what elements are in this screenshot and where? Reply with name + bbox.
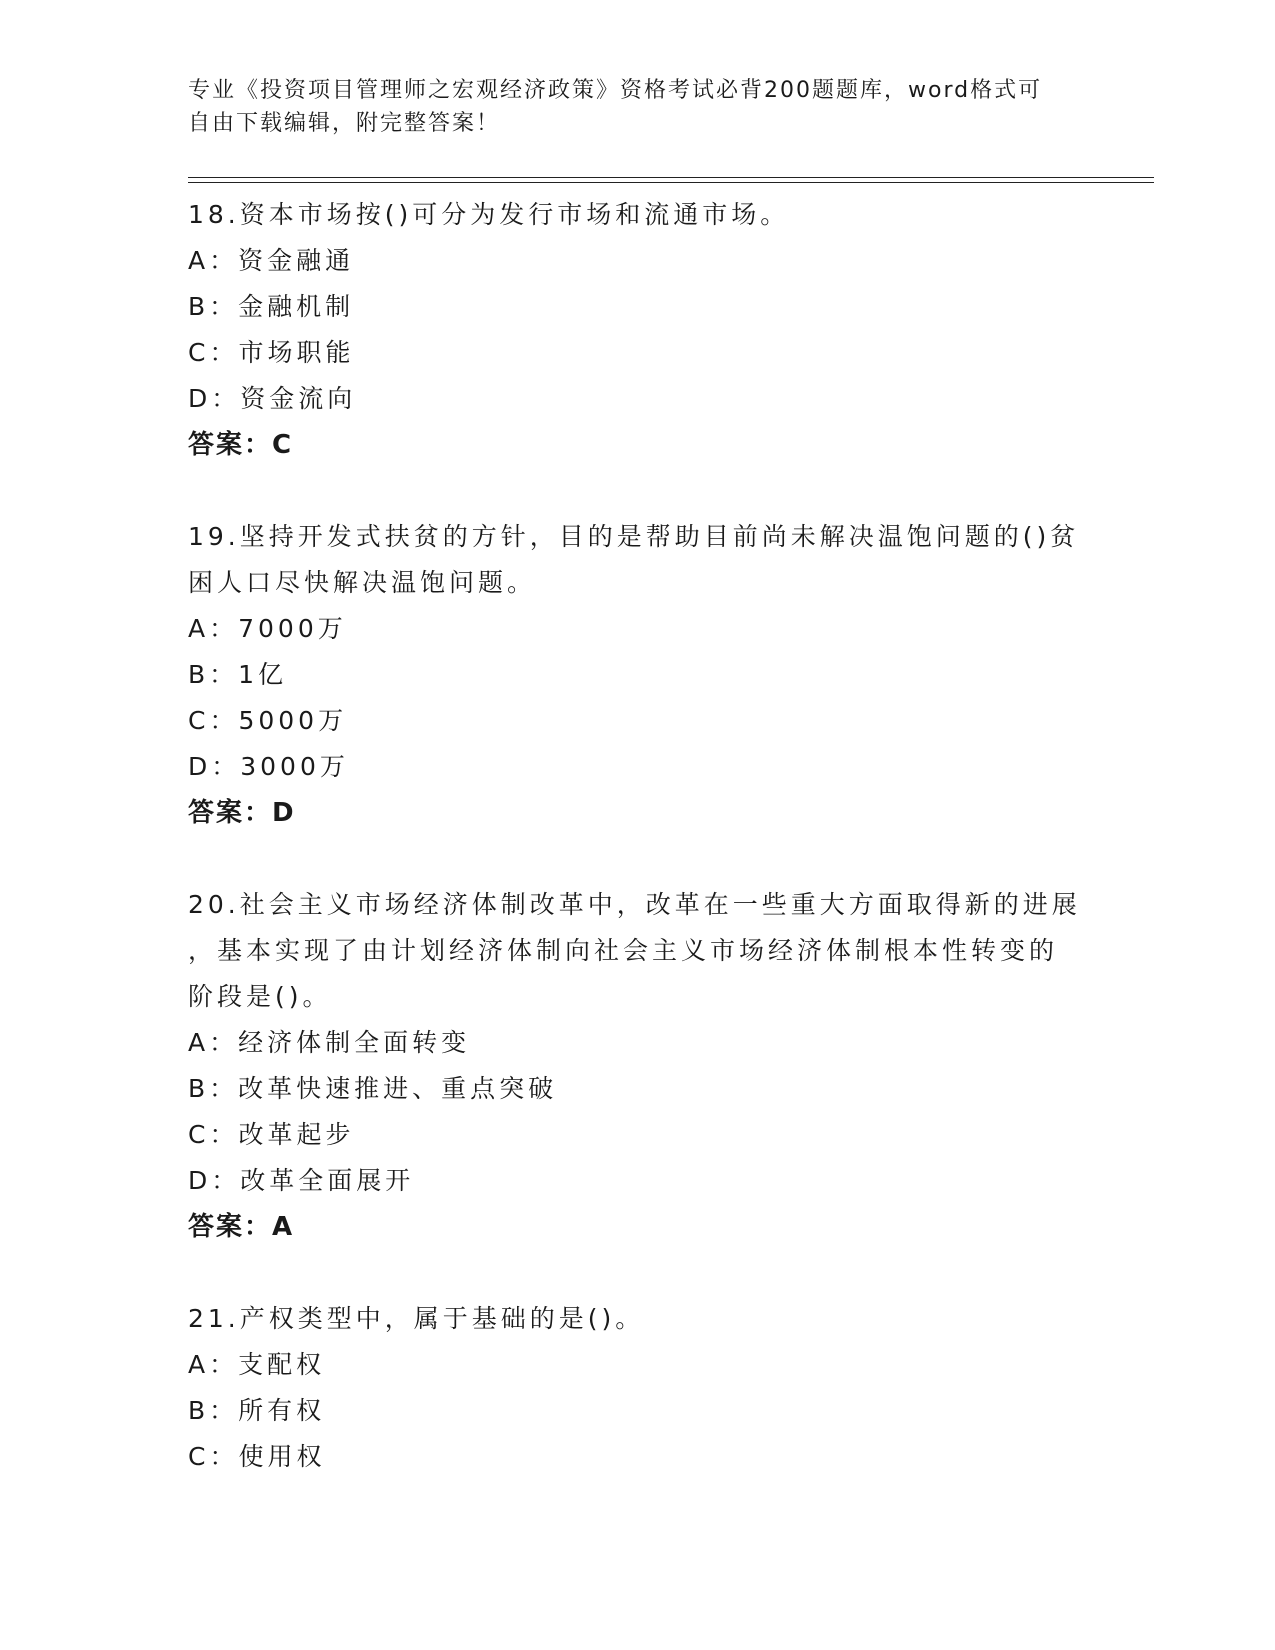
- option-d: D：资金流向: [188, 384, 357, 413]
- document-header: [188, 74, 1088, 140]
- question-text: 19.坚持开发式扶贫的方针，目的是帮助目前尚未解决温饱问题的()贫: [188, 522, 1080, 551]
- question-text: 18.资本市场按()可分为发行市场和流通市场。: [188, 200, 790, 229]
- spacer: [188, 836, 1088, 882]
- option-c: C：改革起步: [188, 1120, 355, 1149]
- option-d: D：3000万: [188, 752, 349, 781]
- question-text-cont: ，基本实现了由计划经济体制向社会主义市场经济体制根本性转变的: [188, 936, 1059, 965]
- option-a: A：7000万: [188, 614, 347, 643]
- question-text: 20.社会主义市场经济体制改革中，改革在一些重大方面取得新的进展: [188, 890, 1081, 919]
- spacer: [188, 468, 1088, 514]
- header-rule-top: [188, 177, 1154, 178]
- option-b: B：所有权: [188, 1396, 326, 1425]
- spacer: [188, 1250, 1088, 1296]
- option-b: B：改革快速推进、重点突破: [188, 1074, 558, 1103]
- option-a: A：支配权: [188, 1350, 326, 1379]
- question-text-cont: 阶段是()。: [188, 982, 332, 1011]
- header-line-2: 自由下载编辑，附完整答案！: [188, 111, 501, 136]
- answer: 答案：D: [188, 798, 296, 828]
- header-line-1: 专业《投资项目管理师之宏观经济政策》资格考试必背200题题库，word格式可: [188, 78, 1043, 103]
- question-text: 21.产权类型中，属于基础的是()。: [188, 1304, 645, 1333]
- answer: 答案：C: [188, 430, 294, 460]
- answer: 答案：A: [188, 1212, 295, 1242]
- question-text-cont: 困人口尽快解决温饱问题。: [188, 568, 537, 597]
- question-20: [188, 882, 1088, 1250]
- option-a: A：经济体制全面转变: [188, 1028, 471, 1057]
- question-list: [188, 192, 1088, 1480]
- question-19: [188, 514, 1088, 836]
- option-d: D：改革全面展开: [188, 1166, 415, 1195]
- option-c: C：5000万: [188, 706, 348, 735]
- question-21: [188, 1296, 1088, 1480]
- option-c: C：使用权: [188, 1442, 326, 1471]
- option-b: B：1亿: [188, 660, 288, 689]
- question-18: [188, 192, 1088, 468]
- option-c: C：市场职能: [188, 338, 355, 367]
- header-rule-bottom: [188, 182, 1154, 183]
- option-b: B：金融机制: [188, 292, 355, 321]
- option-a: A：资金融通: [188, 246, 355, 275]
